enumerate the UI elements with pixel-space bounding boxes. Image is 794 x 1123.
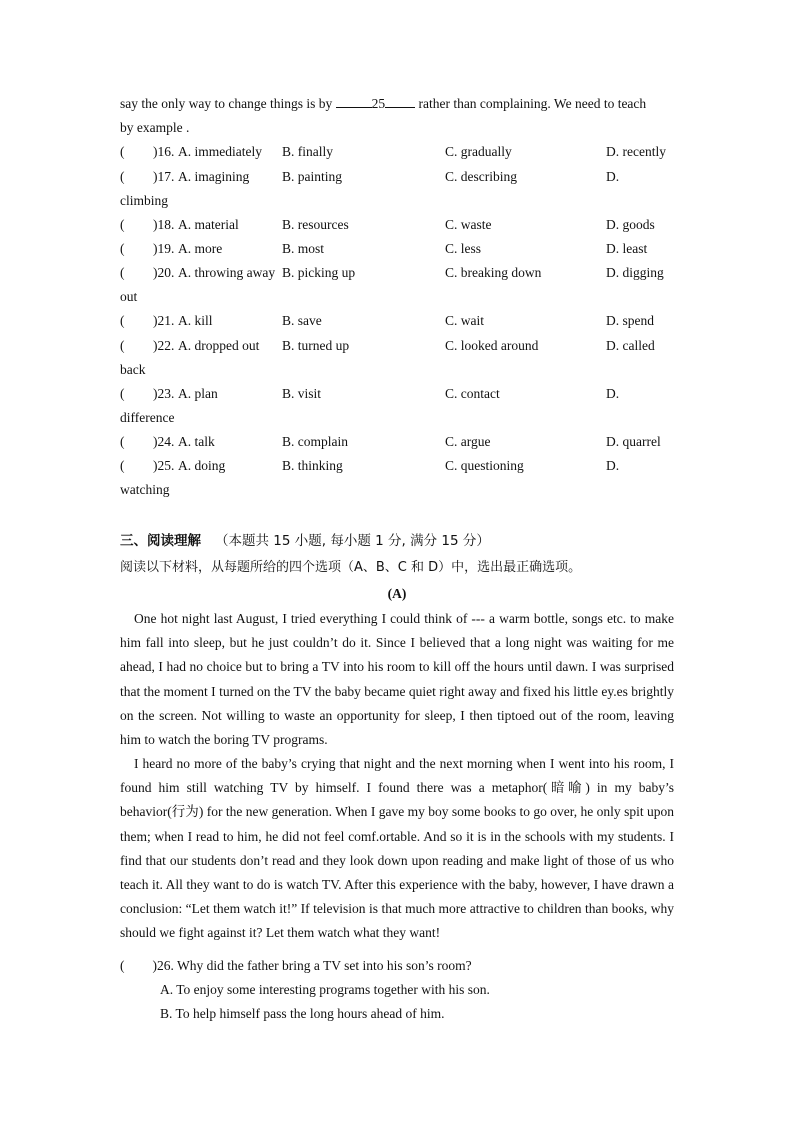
option-d: D. least bbox=[606, 241, 648, 256]
option-b: B. turned up bbox=[282, 338, 350, 353]
question-row-20 bbox=[120, 263, 680, 283]
question-number: )25. bbox=[153, 458, 175, 473]
option-d-wrap: out bbox=[120, 289, 138, 304]
option-d: D. goods bbox=[606, 217, 655, 232]
option-a: A. immediately bbox=[178, 144, 262, 159]
question-row-23 bbox=[120, 384, 680, 404]
question-number: )16. bbox=[153, 144, 175, 159]
option-d-wrap: watching bbox=[120, 482, 170, 497]
option-d: D. digging bbox=[606, 265, 664, 280]
option-d-wrap: back bbox=[120, 362, 146, 377]
question-row-24 bbox=[120, 432, 680, 452]
answer-bracket[interactable]: ( bbox=[120, 265, 125, 280]
section-note: （本题共 15 小题, 每小题 1 分, 满分 15 分） bbox=[215, 533, 490, 549]
passage-label: (A) bbox=[387, 586, 407, 601]
option-d-wrap: difference bbox=[120, 410, 175, 425]
answer-bracket[interactable]: ( bbox=[120, 958, 125, 973]
blank-number: 25 bbox=[371, 96, 386, 111]
option-d-wrap: climbing bbox=[120, 193, 168, 208]
question-number: )22. bbox=[153, 338, 175, 353]
question-number: )21. bbox=[153, 313, 175, 328]
option-d: D. recently bbox=[606, 144, 666, 159]
option-d: D. bbox=[606, 386, 620, 401]
section-title: 三、阅读理解 bbox=[120, 533, 201, 549]
answer-bracket[interactable]: ( bbox=[120, 241, 125, 256]
option-c: C. waste bbox=[445, 217, 492, 232]
question-number: )24. bbox=[153, 434, 175, 449]
answer-bracket[interactable]: ( bbox=[120, 169, 125, 184]
option-d: D. quarrel bbox=[606, 434, 661, 449]
option-a: A. more bbox=[178, 241, 223, 256]
answer-bracket[interactable]: ( bbox=[120, 144, 125, 159]
option-c: C. gradually bbox=[445, 144, 512, 159]
option-d: D. called bbox=[606, 338, 655, 353]
question-26 bbox=[120, 956, 472, 976]
question-stem: )26. Why did the father bring a TV set into his son’s room? bbox=[152, 958, 472, 973]
option-c: C. breaking down bbox=[445, 265, 542, 280]
section-instruction: 阅读以下材料，从每题所给的四个选项（A、B、C 和 D）中，选出最正确选项。 bbox=[120, 560, 582, 575]
option-c: C. questioning bbox=[445, 458, 524, 473]
option-b: B. thinking bbox=[282, 458, 343, 473]
answer-bracket[interactable]: ( bbox=[120, 313, 125, 328]
answer-blank bbox=[336, 95, 372, 108]
intro-line-1 bbox=[120, 94, 646, 114]
option-c: C. looked around bbox=[445, 338, 539, 353]
option-a: A. plan bbox=[178, 386, 218, 401]
option-a: A. talk bbox=[178, 434, 215, 449]
option-a: A. kill bbox=[178, 313, 213, 328]
passage-paragraph-2 bbox=[120, 752, 674, 946]
option-c: C. contact bbox=[445, 386, 500, 401]
answer-bracket[interactable]: ( bbox=[120, 458, 125, 473]
intro-line-2: by example . bbox=[120, 120, 190, 135]
question-26-option-b: B. To help himself pass the long hours ahead of him. bbox=[160, 1006, 445, 1021]
question-row-17 bbox=[120, 167, 680, 187]
option-a: A. material bbox=[178, 217, 239, 232]
passage-paragraph-1 bbox=[120, 607, 674, 752]
section-heading bbox=[120, 531, 490, 551]
answer-bracket[interactable]: ( bbox=[120, 434, 125, 449]
question-number: )17. bbox=[153, 169, 175, 184]
option-b: B. visit bbox=[282, 386, 322, 401]
option-c: C. describing bbox=[445, 169, 517, 184]
question-row-16 bbox=[120, 142, 680, 162]
option-c: C. argue bbox=[445, 434, 491, 449]
question-row-19 bbox=[120, 239, 680, 259]
option-d: D. spend bbox=[606, 313, 654, 328]
option-a: A. doing bbox=[178, 458, 226, 473]
question-number: )23. bbox=[153, 386, 175, 401]
intro-text-before: say the only way to change things is by bbox=[120, 96, 336, 111]
option-a: A. throwing away bbox=[178, 265, 276, 280]
answer-blank bbox=[385, 95, 415, 108]
question-number: )19. bbox=[153, 241, 175, 256]
answer-bracket[interactable]: ( bbox=[120, 217, 125, 232]
question-row-21 bbox=[120, 311, 680, 331]
intro-text-after: rather than complaining. We need to teach bbox=[415, 96, 647, 111]
question-row-25 bbox=[120, 456, 680, 476]
option-b: B. painting bbox=[282, 169, 342, 184]
option-b: B. save bbox=[282, 313, 322, 328]
option-d: D. bbox=[606, 169, 620, 184]
option-a: A. dropped out bbox=[178, 338, 260, 353]
question-row-22 bbox=[120, 336, 680, 356]
option-a: A. imagining bbox=[178, 169, 250, 184]
option-b: B. most bbox=[282, 241, 325, 256]
option-d: D. bbox=[606, 458, 620, 473]
paragraph-text: One hot night last August, I tried everything I could think of --- a warm bottle, songs etc. to make him fall into sleep, but he just couldn’t do it. Since I believed that a long night was waiting for me ahead, I had no choice but to bring a TV into his room to kill off the hours until dawn. I was surprised that the moment I turned on the TV the baby became quiet right away and fixed his little ey.es brightly on the screen. Not willing to waste an opportunity for sleep, I then tiptoed out of the room, leaving him to watch the boring TV programs. bbox=[120, 611, 674, 748]
answer-bracket[interactable]: ( bbox=[120, 338, 125, 353]
option-b: B. resources bbox=[282, 217, 349, 232]
option-c: C. less bbox=[445, 241, 482, 256]
question-row-18 bbox=[120, 215, 680, 235]
paragraph-text: I heard no more of the baby’s crying that night and the next morning when I went into his room, I found him still watching TV by himself. I found there was a metaphor(暗喻) in my baby’s behavior(行为) for the new generation. When I gave my boy some books to go over, he only spit upon them; when I read to him, he did not feel comf.ortable. And so it is in the schools with my students. I find that our students don’t read and they look down upon reading and make light of those of us who teach it. All they want to do is watch TV. After this experience with the baby, however, I have drawn a conclusion: “Let them watch it!” If television is that much more attractive to children than books, why should we fight against it? Let them watch what they want! bbox=[120, 756, 674, 941]
question-number: )18. bbox=[153, 217, 175, 232]
option-b: B. complain bbox=[282, 434, 348, 449]
question-26-option-a: A. To enjoy some interesting programs together with his son. bbox=[160, 982, 490, 997]
option-c: C. wait bbox=[445, 313, 484, 328]
option-b: B. finally bbox=[282, 144, 333, 159]
question-number: )20. bbox=[153, 265, 175, 280]
option-b: B. picking up bbox=[282, 265, 356, 280]
answer-bracket[interactable]: ( bbox=[120, 386, 125, 401]
